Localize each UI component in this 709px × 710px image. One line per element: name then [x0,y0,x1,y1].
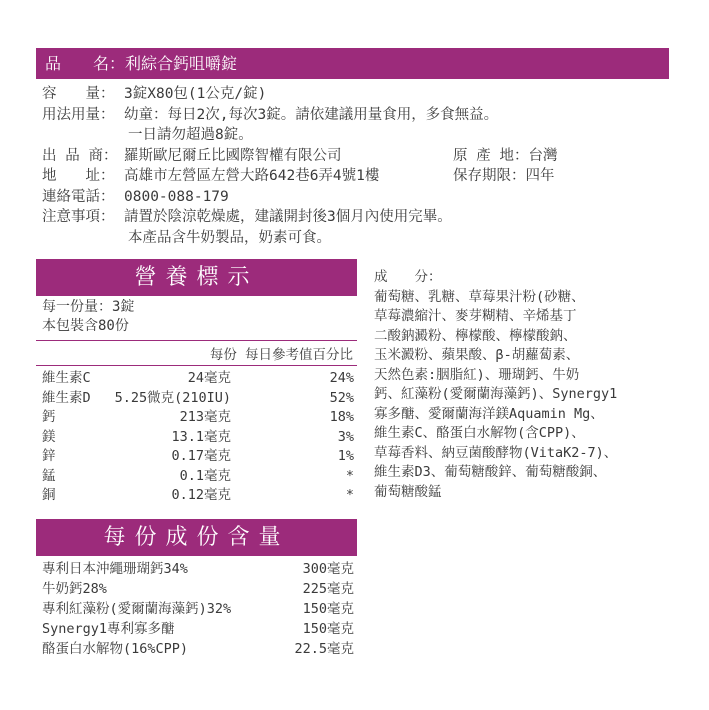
ingredients [374,268,674,502]
ingredients-line: 天然色素:胭脂紅)、珊瑚鈣、牛奶 [374,366,580,383]
info-row [42,105,498,126]
component-value: 150毫克 [302,601,354,617]
serving-size: 每一份量：3錠 [42,299,135,315]
nutrient-name: 鎂 [42,428,56,445]
nutrient-name: 鈣 [42,409,56,425]
info-label: 保存期限： [453,168,526,184]
ingredients-line: 寡多醣、愛爾蘭海洋鎂Aquamin Mg、 [374,405,604,422]
component-name: 酪蛋白水解物(16%CPP) [42,641,189,657]
nutrient-amount: 24毫克 [187,370,231,386]
info-label: 原 產 地： [453,147,529,164]
ingredients-line: 維生素D3、葡萄糖酸鋅、葡萄糖酸銅、 [374,464,607,480]
product-info [42,84,558,248]
info-value: 0800-088-179 [124,188,229,205]
nutrient-name: 銅 [42,487,56,503]
info-value: 高雄市左營區左營大路642巷6弄4號1樓 [124,168,380,184]
info-value: 本產品含牛奶製品，奶素可食。 [128,229,331,246]
info-row [42,125,498,146]
nutrient-pct: 18% [329,409,354,425]
info-row [42,146,558,167]
info-value: 一日請勿超過8錠。 [128,127,253,143]
nutrient-name: 錳 [42,467,56,484]
component-name: 牛奶鈣28% [42,581,107,597]
table-row [42,389,354,409]
nutrient-pct: 3% [337,428,354,445]
nutrition-table [42,369,354,506]
info-row [42,187,498,208]
ingredients-line: 草莓濃縮汁、麥芽糊精、辛烯基丁 [374,308,577,324]
info-label: 出 品 商： [42,147,118,164]
nutrient-amount: 5.25微克(210IU) [114,389,231,406]
info-label: 容 量： [42,86,115,102]
ingredients-line: 玉米澱粉、蘋果酸、β-胡蘿蔔素、 [374,347,580,363]
origin [453,146,557,167]
ingredients-line: 鈣、紅藻粉(愛爾蘭海藻鈣)、Synergy1 [374,386,618,402]
nutrient-name: 鋅 [42,448,56,464]
info-row [42,207,498,228]
info-label: 連絡電話： [42,188,115,205]
product-name-label: 品 名： [45,54,126,73]
nutrient-name: 維生素D [42,389,91,406]
table-row [42,599,354,619]
info-row [42,84,498,105]
info-value: 羅斯歐尼爾丘比國際智權有限公司 [124,147,342,164]
nutrient-pct: 24% [329,370,354,386]
nutrient-amount: 213毫克 [179,409,231,425]
component-name: 專利紅藻粉(愛爾蘭海藻鈣)32% [42,601,232,617]
info-value: 請置於陰涼乾燥處，建議開封後3個月內使用完畢。 [124,209,452,225]
table-row [42,486,354,506]
info-value: 台灣 [528,147,558,164]
product-name-bar [36,48,669,79]
table-row [42,408,354,428]
info-row [42,166,555,187]
component-name: Synergy1專利寡多醣 [42,621,175,637]
nutrient-amount: 13.1毫克 [171,428,231,445]
component-name: 專利日本沖繩珊瑚鈣34% [42,561,188,577]
nutrient-name: 維生素C [42,370,91,386]
divider [36,340,357,341]
table-row [42,428,354,448]
ingredients-line: 葡萄糖酸錳 [374,483,442,500]
component-value: 150毫克 [302,621,354,637]
nutrient-amount: 0.12毫克 [171,487,231,503]
divider [36,365,357,366]
table-row [42,639,354,659]
ingredients-line: 草莓香料、納豆菌酸酵物(VitaK2-7)、 [374,444,618,461]
table-row [42,619,354,639]
component-value: 300毫克 [302,561,354,577]
table-row [42,467,354,487]
table-row [42,559,354,579]
nutrient-amount: 0.17毫克 [171,448,231,464]
component-value: 225毫克 [302,581,354,597]
product-name: 利綜合鈣咀嚼錠 [125,54,238,73]
col-header-text: 每份 每日參考值百分比 [209,347,353,363]
nutrient-pct: * [345,487,354,503]
ingredients-line: 二酸鈉澱粉、檸檬酸、檸檬酸鈉、 [374,327,577,344]
nutrient-pct: 1% [337,448,354,464]
table-row [42,447,354,467]
ingredients-label: 成 分： [374,269,442,285]
content-title: 每份成份含量 [36,519,357,556]
nutrition-title: 營養標示 [36,259,357,296]
table-row [42,579,354,599]
info-value: 四年 [525,168,555,184]
info-label: 注意事項： [42,209,115,225]
content-table [42,559,354,659]
nutrient-amount: 0.1毫克 [179,467,231,484]
info-value: 幼童：每日2次,每次3錠。請依建議用量食用，多食無益。 [124,106,499,123]
shelf-life [453,166,555,187]
nutrition-col-header [36,343,357,363]
nutrient-pct: * [345,467,354,484]
info-label: 地 址： [42,168,115,184]
info-label: 用法用量： [42,106,115,123]
serving-info [42,298,134,336]
ingredients-line: 葡萄糖、乳糖、草莓果汁粉(砂糖、 [374,288,585,305]
table-row [42,369,354,389]
nutrient-pct: 52% [329,389,354,406]
ingredients-line: 維生素C、酪蛋白水解物(含CPP)、 [374,425,585,441]
component-value: 22.5毫克 [294,641,354,657]
servings-per-pack: 本包裝含80份 [42,318,129,334]
info-row [42,228,498,249]
info-value: 3錠X80包(1公克/錠) [124,86,267,102]
